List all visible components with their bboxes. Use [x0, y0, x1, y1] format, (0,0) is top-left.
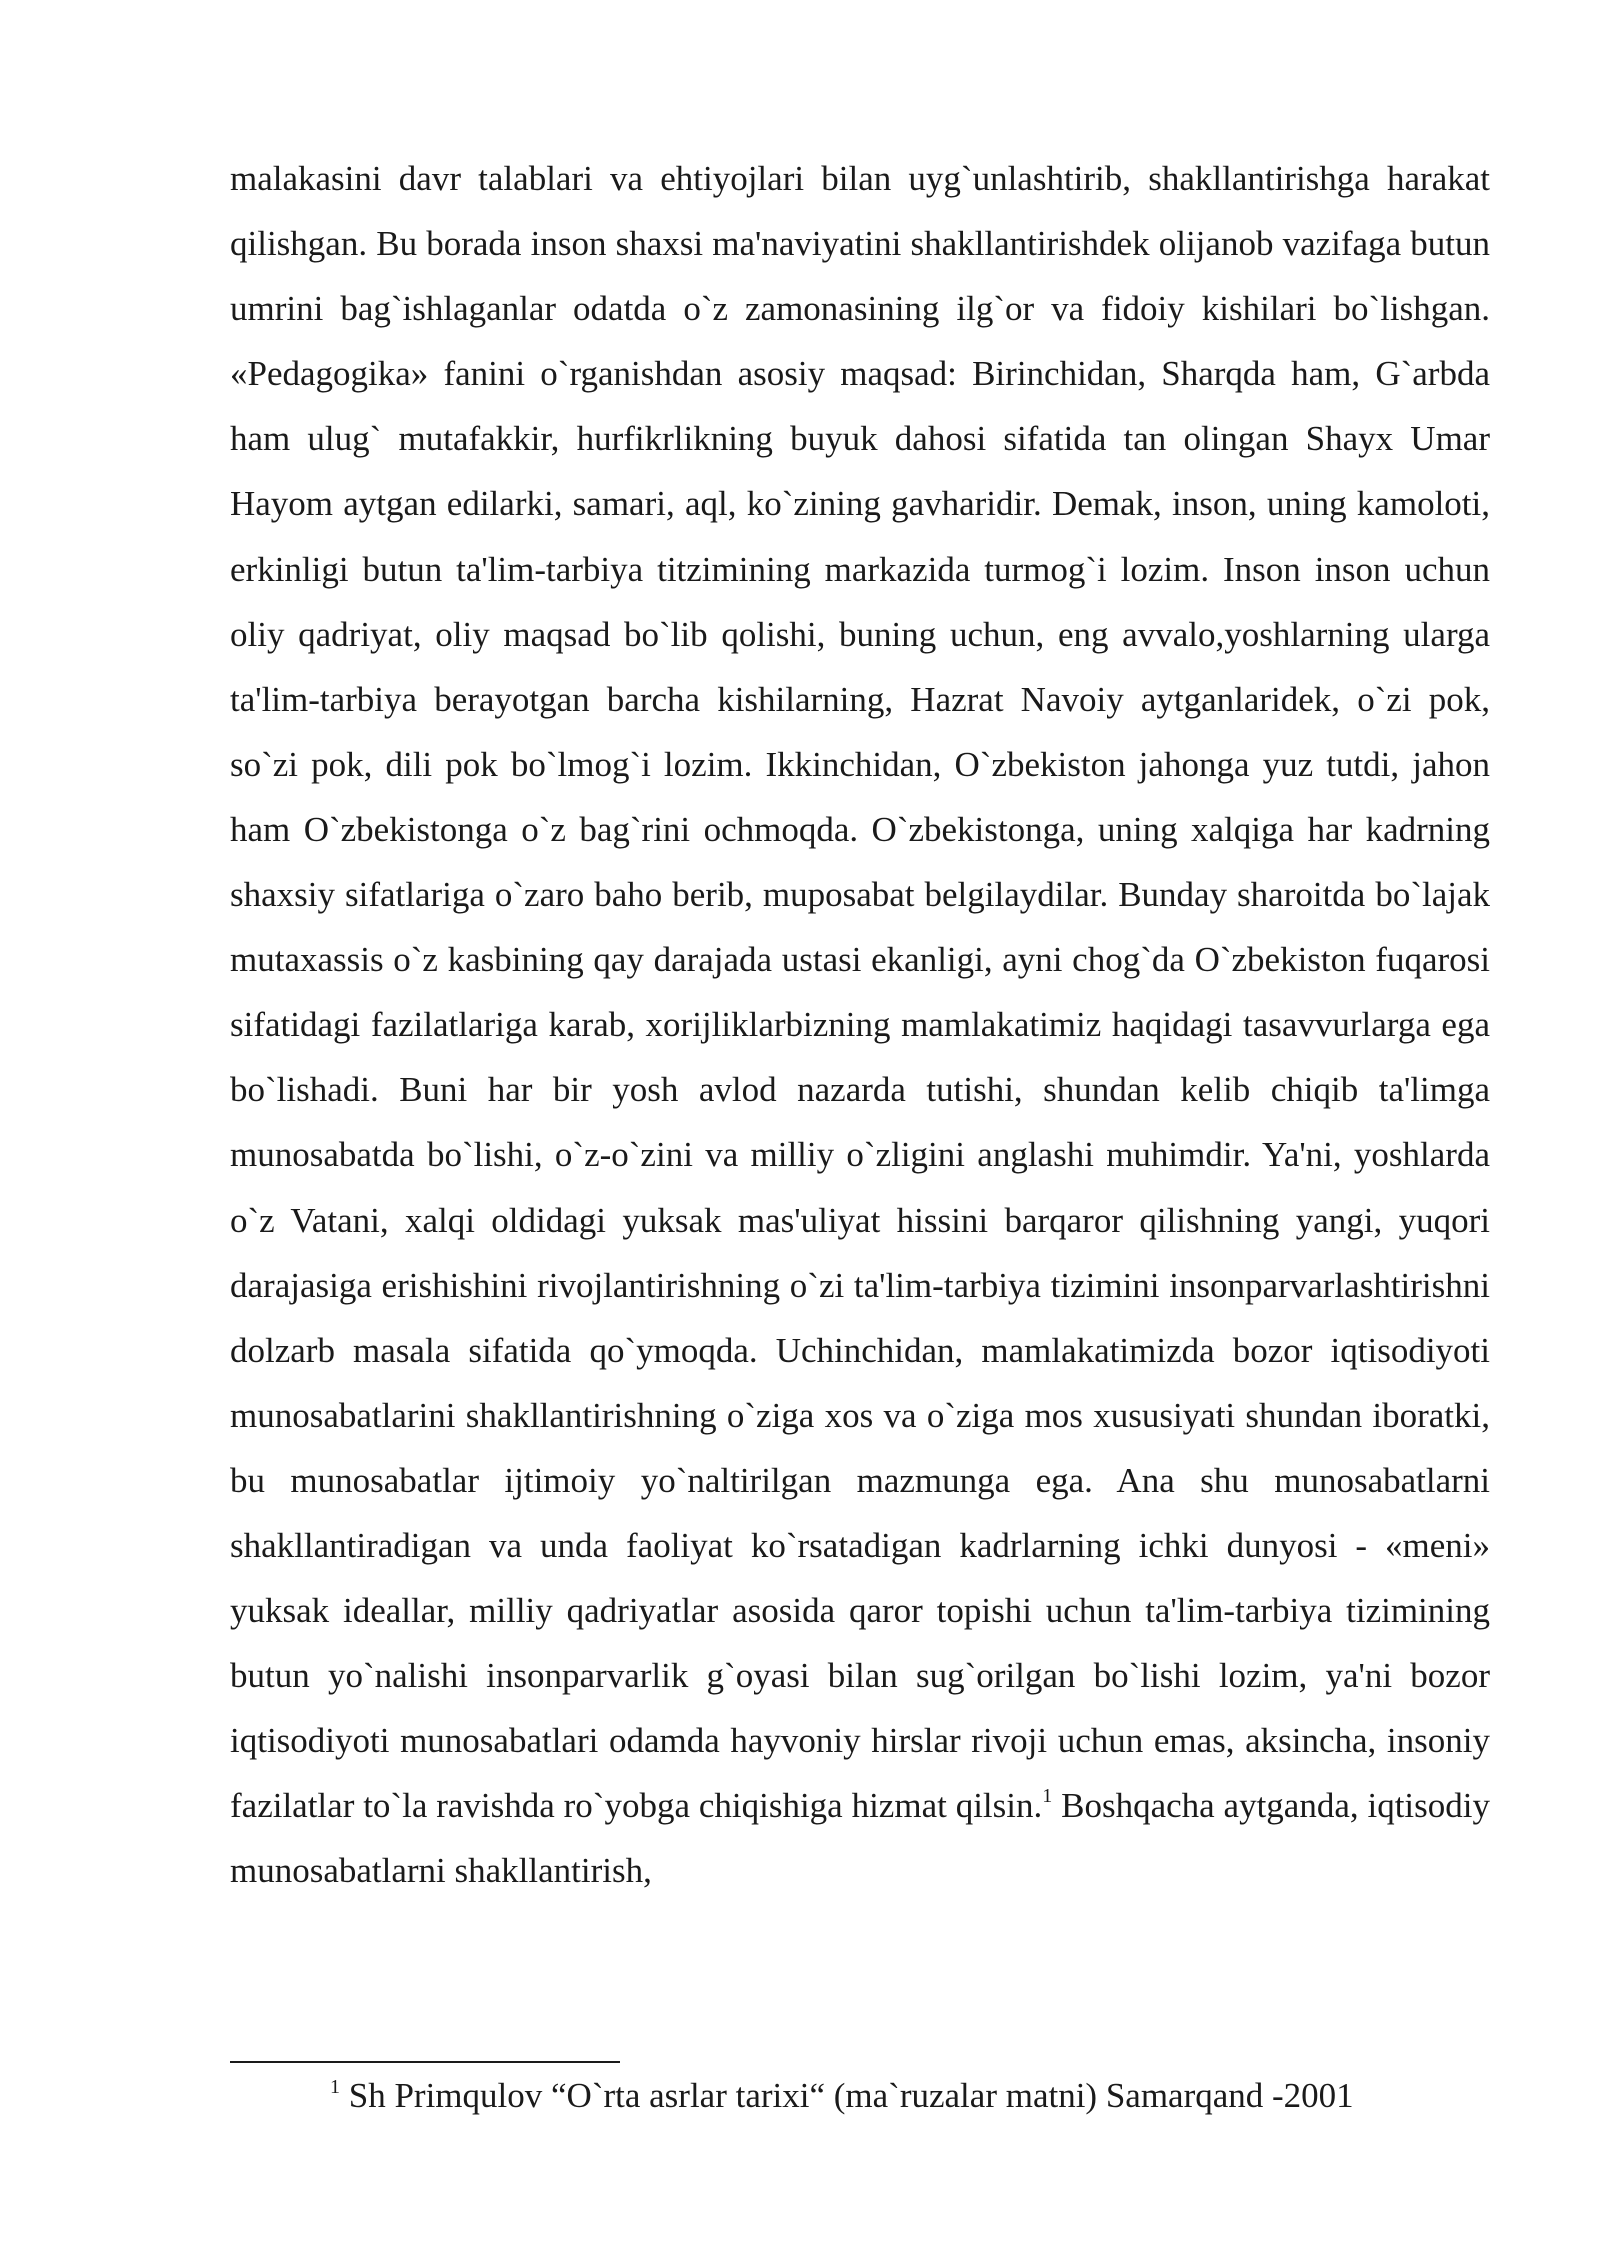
footnote-marker: 1 — [330, 2076, 340, 2098]
footnote-text: Sh Primqulov “O`rta asrlar tarixi“ (ma`ruzalar matni) Samarqand -2001 — [340, 2076, 1354, 2115]
footnote-reference[interactable]: 1 — [1042, 1785, 1053, 1808]
footnote-separator — [230, 2061, 620, 2063]
body-text-main: malakasini davr talablari va ehtiyojlari bilan uyg`unlashtirib, shakllantirishga harakat qilishgan. Bu borada inson shaxsi ma'naviyatini shakllantirishdek olijanob vazifaga butun umrini bag`ishlaganlar odatda o`z zamonasining ilg`or va fidoiy kishilari bo`lishgan. «Pedagogika» fanini o`rganishdan asosiy maqsad: Birinchidan, Sharqda ham, G`arbda ham ulug` mutafakkir, hurfikrlikning buyuk dahosi sifatida tan olingan Shayx Umar Hayom aytgan edilarki, samari, aql, ko`zining gavharidir. Demak, inson, uning kamoloti, erkinligi butun ta'lim-tarbiya titzimining markazida turmog`i lozim. Inson inson uchun oliy qadriyat, oliy maqsad bo`lib qolishi, buning uchun, eng avvalo,yoshlarning ularga ta'lim-tarbiya berayotgan barcha kishilarning, Hazrat Navoiy aytganlaridek, o`zi pok, so`zi pok, dili pok bo`lmog`i lozim. Ikkinchidan, O`zbekiston jahonga yuz tutdi, jahon ham O`zbekistonga o`z bag`rini ochmoqda. O`zbekistonga, uning xalqiga har kadrning shaxsiy sifatlariga o`zaro baho berib, muposabat belgilaydilar. Bunday sharoitda bo`lajak mutaxassis o`z kasbining qay darajada ustasi ekanligi, ayni chog`da O`zbekiston fuqarosi sifatidagi fazilatlariga karab, xorijliklarbizning mamlakatimiz haqidagi tasavvurlarga ega bo`lishadi. Buni har bir yosh avlod nazarda tutishi, shundan kelib chiqib ta'limga munosabatda bo`lishi, o`z-o`zini va milliy o`zligini anglashi muhimdir. Ya'ni, yoshlarda o`z Vatani, xalqi oldidagi yuksak mas'uliyat hissini barqaror qilishning yangi, yuqori darajasiga erishishini rivojlantirishning o`zi ta'lim-tarbiya tizimini insonparvarlashtirishni dolzarb masala sifatida qo`ymoqda. Uchinchidan, mamlakatimizda bozor iqtisodiyoti munosabatlarini shakllantirishning o`ziga xos va o`ziga mos xususiyati shundan iboratki, bu munosabatlar ijtimoiy yo`naltirilgan mazmunga ega. Ana shu munosabatlarni shakllantiradigan va unda faoliyat ko`rsatadigan kadrlarning ichki dunyosi - «meni» yuksak ideallar, milliy qadriyatlar asosida qaror topishi uchun ta'lim-tarbiya tizimining butun yo`nalishi insonparvarlik g`oyasi bilan sug`orilgan bo`lishi lozim, ya'ni bozor iqtisodiyoti munosabatlari odamda hayvoniy hirslar rivoji uchun emas, aksincha, insoniy fazilatlar to`la ravishda ro`yobga chiqishiga hizmat qilsin. — [230, 159, 1490, 1826]
footnote — [330, 2075, 1490, 2117]
body-text-continuation: Boshqacha aytganda, iqtisodiy munosabatlarni shakllantirish, — [230, 1786, 1490, 1891]
body-paragraph — [230, 146, 1490, 1904]
